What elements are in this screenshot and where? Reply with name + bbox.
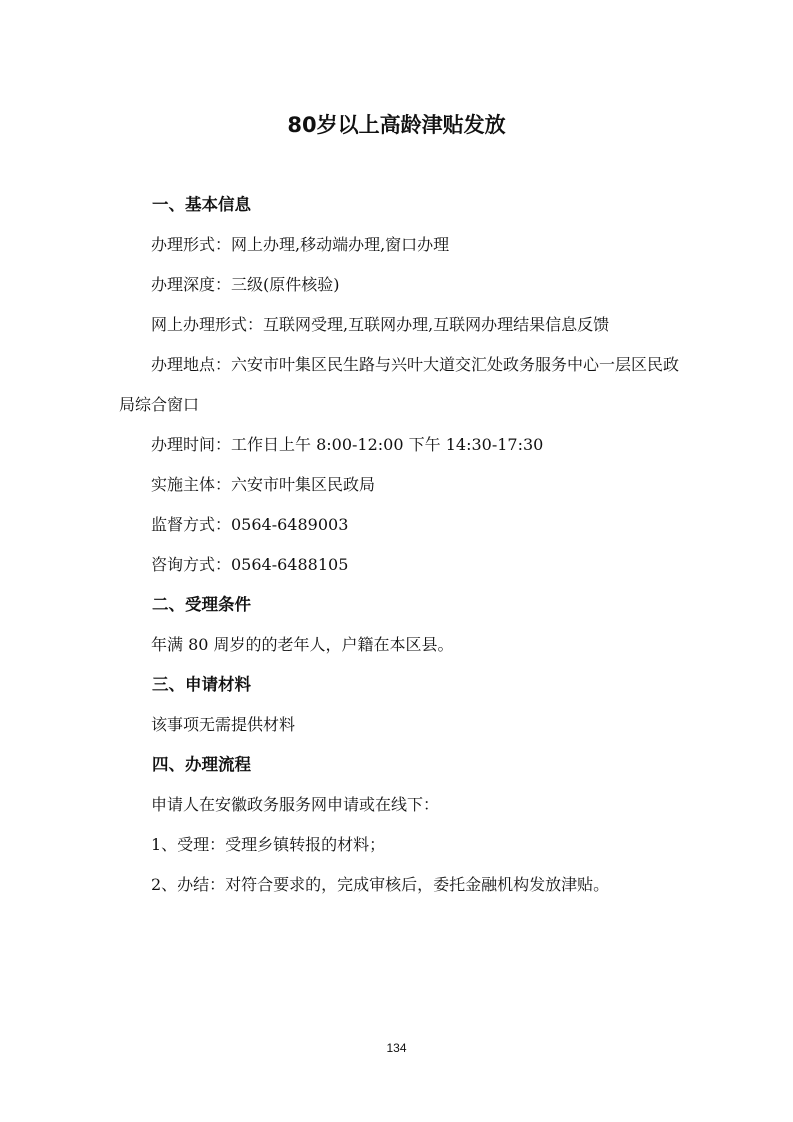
process-intro: 申请人在安徽政务服务网申请或在线下： <box>151 795 440 814</box>
page-title: 80岁以上高龄津贴发放 <box>287 113 506 137</box>
handling-depth: 办理深度：三级(原件核验) <box>151 275 340 294</box>
section-heading-basic-info: 一、基本信息 <box>152 195 251 214</box>
handling-hours: 办理时间：工作日上午 8:00-12:00 下午 14:30-17:30 <box>151 435 544 454</box>
section-heading-conditions: 二、受理条件 <box>152 595 251 614</box>
acceptance-conditions: 年满 80 周岁的的老年人，户籍在本区县。 <box>151 635 454 654</box>
online-handling-form: 网上办理形式：互联网受理,互联网办理,互联网办理结果信息反馈 <box>151 315 610 334</box>
handling-method: 办理形式：网上办理,移动端办理,窗口办理 <box>151 235 450 254</box>
page-number: 134 <box>386 1041 407 1055</box>
document-body <box>119 185 682 905</box>
consultation-contact: 咨询方式：0564-6488105 <box>151 555 349 574</box>
section-heading-process: 四、办理流程 <box>152 755 251 774</box>
application-materials: 该事项无需提供材料 <box>151 715 296 734</box>
process-step-2: 2、办结：对符合要求的，完成审核后，委托金融机构发放津贴。 <box>151 875 610 894</box>
process-step-1: 1、受理：受理乡镇转报的材料； <box>151 835 386 854</box>
handling-location: 办理地点：六安市叶集区民生路与兴叶大道交汇处政务服务中心一层区民政局综合窗口 <box>119 355 680 414</box>
implementing-authority: 实施主体：六安市叶集区民政局 <box>151 475 376 494</box>
supervision-contact: 监督方式：0564-6489003 <box>151 515 349 534</box>
section-heading-materials: 三、申请材料 <box>152 675 251 694</box>
